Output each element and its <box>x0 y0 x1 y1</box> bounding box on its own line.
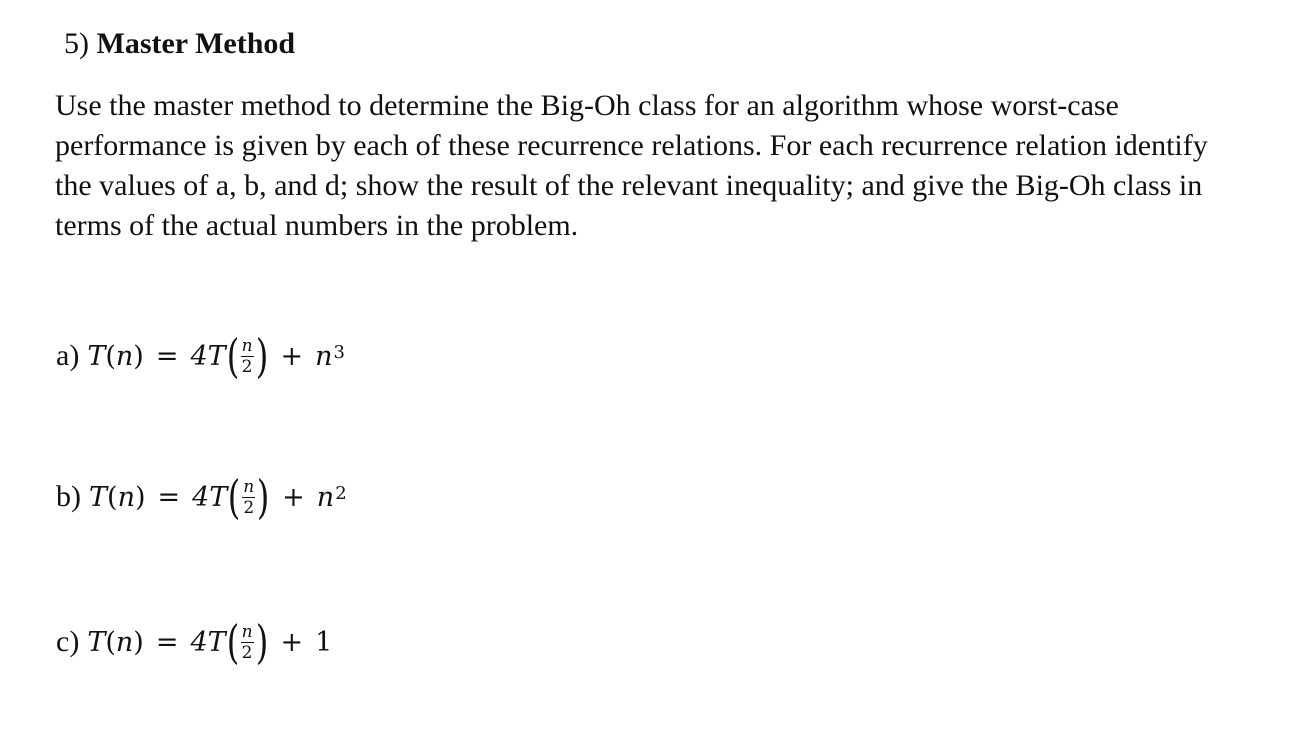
fraction-numerator: n <box>241 335 253 356</box>
fraction-denominator: 2 <box>241 356 253 377</box>
left-paren: ( <box>226 615 239 669</box>
plus-sign: + <box>280 340 304 372</box>
function-argument: n <box>115 626 134 658</box>
left-paren: ( <box>226 329 239 383</box>
equals-sign: = <box>157 481 181 513</box>
fraction-numerator: n <box>243 476 255 497</box>
function-symbol: T <box>89 481 108 513</box>
additive-term: 1 <box>315 626 333 658</box>
problem-b <box>56 467 347 527</box>
fraction <box>242 478 255 517</box>
additive-term: n <box>316 481 335 513</box>
instructions-line: terms of the actual numbers in the problem. <box>55 209 579 242</box>
exponent: 3 <box>333 341 345 363</box>
problem-c <box>56 612 332 672</box>
problem-label: b) <box>56 480 81 513</box>
recurrence-equation: T ( n ) = 4T ( $\frac{n}{2}$ ) + n $^2$ <box>89 470 347 524</box>
plus-sign: + <box>282 481 305 513</box>
function-symbol: T <box>87 626 106 658</box>
right-paren: ) <box>255 615 268 669</box>
section-title: Master Method <box>96 27 296 60</box>
problem-a <box>56 326 345 386</box>
function-argument: n <box>117 481 135 513</box>
coefficient: 4T <box>190 626 226 658</box>
instructions-line: performance is given by each of these recurrence relations. For each recurrence relation identify <box>55 129 1208 162</box>
section-heading <box>64 26 295 62</box>
left-paren: ( <box>228 470 241 524</box>
recurrence-equation: T ( n ) = 4T ( $\frac{n}{2}$ ) + n $^3$ <box>87 329 345 383</box>
fraction-denominator: 2 <box>241 642 253 663</box>
exponent: 2 <box>335 482 347 504</box>
instructions-line: the values of a, b, and d; show the result of the relevant inequality; and give the Big-Oh class in <box>55 169 1203 202</box>
equals-sign: = <box>155 626 179 658</box>
fraction <box>241 337 254 376</box>
section-number: 5) <box>64 27 89 60</box>
equals-sign: = <box>155 340 179 372</box>
right-paren: ) <box>256 470 270 524</box>
function-symbol: T <box>87 340 106 372</box>
coefficient: 4T <box>190 340 226 372</box>
coefficient: 4T <box>192 481 228 513</box>
fraction-numerator: n <box>241 621 253 642</box>
instructions-paragraph <box>55 86 1300 246</box>
fraction-denominator: 2 <box>243 497 255 518</box>
instructions-line: Use the master method to determine the Big-Oh class for an algorithm whose worst-case <box>55 89 1119 122</box>
problem-label: c) <box>56 625 80 658</box>
plus-sign: + <box>280 626 304 658</box>
function-argument: n <box>115 340 134 372</box>
problem-label: a) <box>56 339 80 372</box>
right-paren: ) <box>255 329 268 383</box>
additive-term: n <box>315 340 333 372</box>
recurrence-equation: T ( n ) = 4T ( $\frac{n}{2}$ ) + 1 <box>87 615 333 669</box>
fraction <box>241 623 254 662</box>
